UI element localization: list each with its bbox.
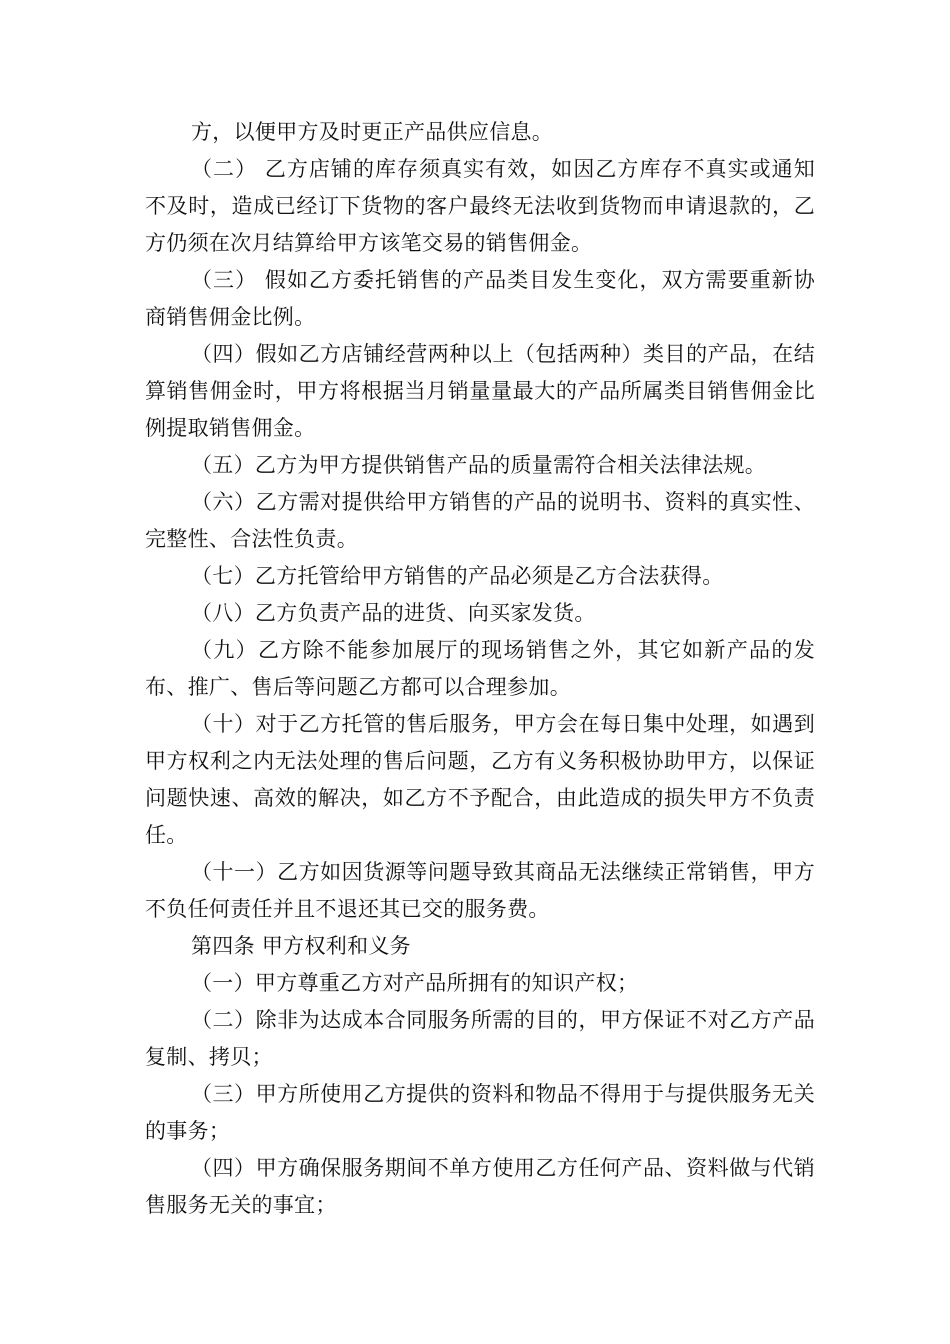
document-body: [145, 114, 815, 1224]
paragraph-article-4-clause-1: （一）甲方尊重乙方对产品所拥有的知识产权；: [191, 971, 639, 995]
paragraph-clause-7: （七）乙方托管给甲方销售的产品必须是乙方合法获得。: [191, 564, 724, 588]
paragraph-clause-11: （十一）乙方如因货源等问题导致其商品无法继续正常销售，甲方不负任何责任并且不退还其已交的服务费。: [145, 860, 815, 921]
paragraph-article-4-clause-3: （三）甲方所使用乙方提供的资料和物品不得用于与提供服务无关的事务；: [145, 1082, 815, 1143]
paragraph-clause-8: （八）乙方负责产品的进货、向买家发货。: [191, 601, 596, 625]
paragraph-clause-4: （四）假如乙方店铺经营两种以上（包括两种）类目的产品，在结算销售佣金时，甲方将根据当月销量量最大的产品所属类目销售佣金比例提取销售佣金。: [145, 342, 815, 440]
paragraph-clause-9: （九）乙方除不能参加展厅的现场销售之外，其它如新产品的发布、推广、售后等问题乙方都可以合理参加。: [145, 638, 815, 699]
paragraph-clause-6: （六）乙方需对提供给甲方销售的产品的说明书、资料的真实性、完整性、合法性负责。: [145, 490, 815, 551]
paragraph-clause-3: （三） 假如乙方委托销售的产品类目发生变化，双方需要重新协商销售佣金比例。: [145, 268, 815, 329]
paragraph-article-4-clause-2: （二）除非为达成本合同服务所需的目的，甲方保证不对乙方产品复制、拷贝；: [145, 1008, 815, 1069]
paragraph-clause-5: （五）乙方为甲方提供销售产品的质量需符合相关法律法规。: [191, 453, 767, 477]
section-heading-article-4: 第四条 甲方权利和义务: [191, 934, 411, 958]
paragraph-continuation: 方，以便甲方及时更正产品供应信息。: [191, 120, 554, 144]
paragraph-article-4-clause-4: （四）甲方确保服务期间不单方使用乙方任何产品、资料做与代销售服务无关的事宜；: [145, 1156, 815, 1217]
paragraph-clause-2: （二） 乙方店铺的库存须真实有效，如因乙方库存不真实或通知不及时，造成已经订下货物的客户最终无法收到货物而申请退款的，乙方仍须在次月结算给甲方该笔交易的销售佣金。: [145, 157, 815, 255]
paragraph-clause-10: （十）对于乙方托管的售后服务，甲方会在每日集中处理，如遇到甲方权利之内无法处理的售后问题，乙方有义务积极协助甲方，以保证问题快速、高效的解决，如乙方不予配合，由此造成的损失甲方不负责任。: [145, 712, 815, 847]
